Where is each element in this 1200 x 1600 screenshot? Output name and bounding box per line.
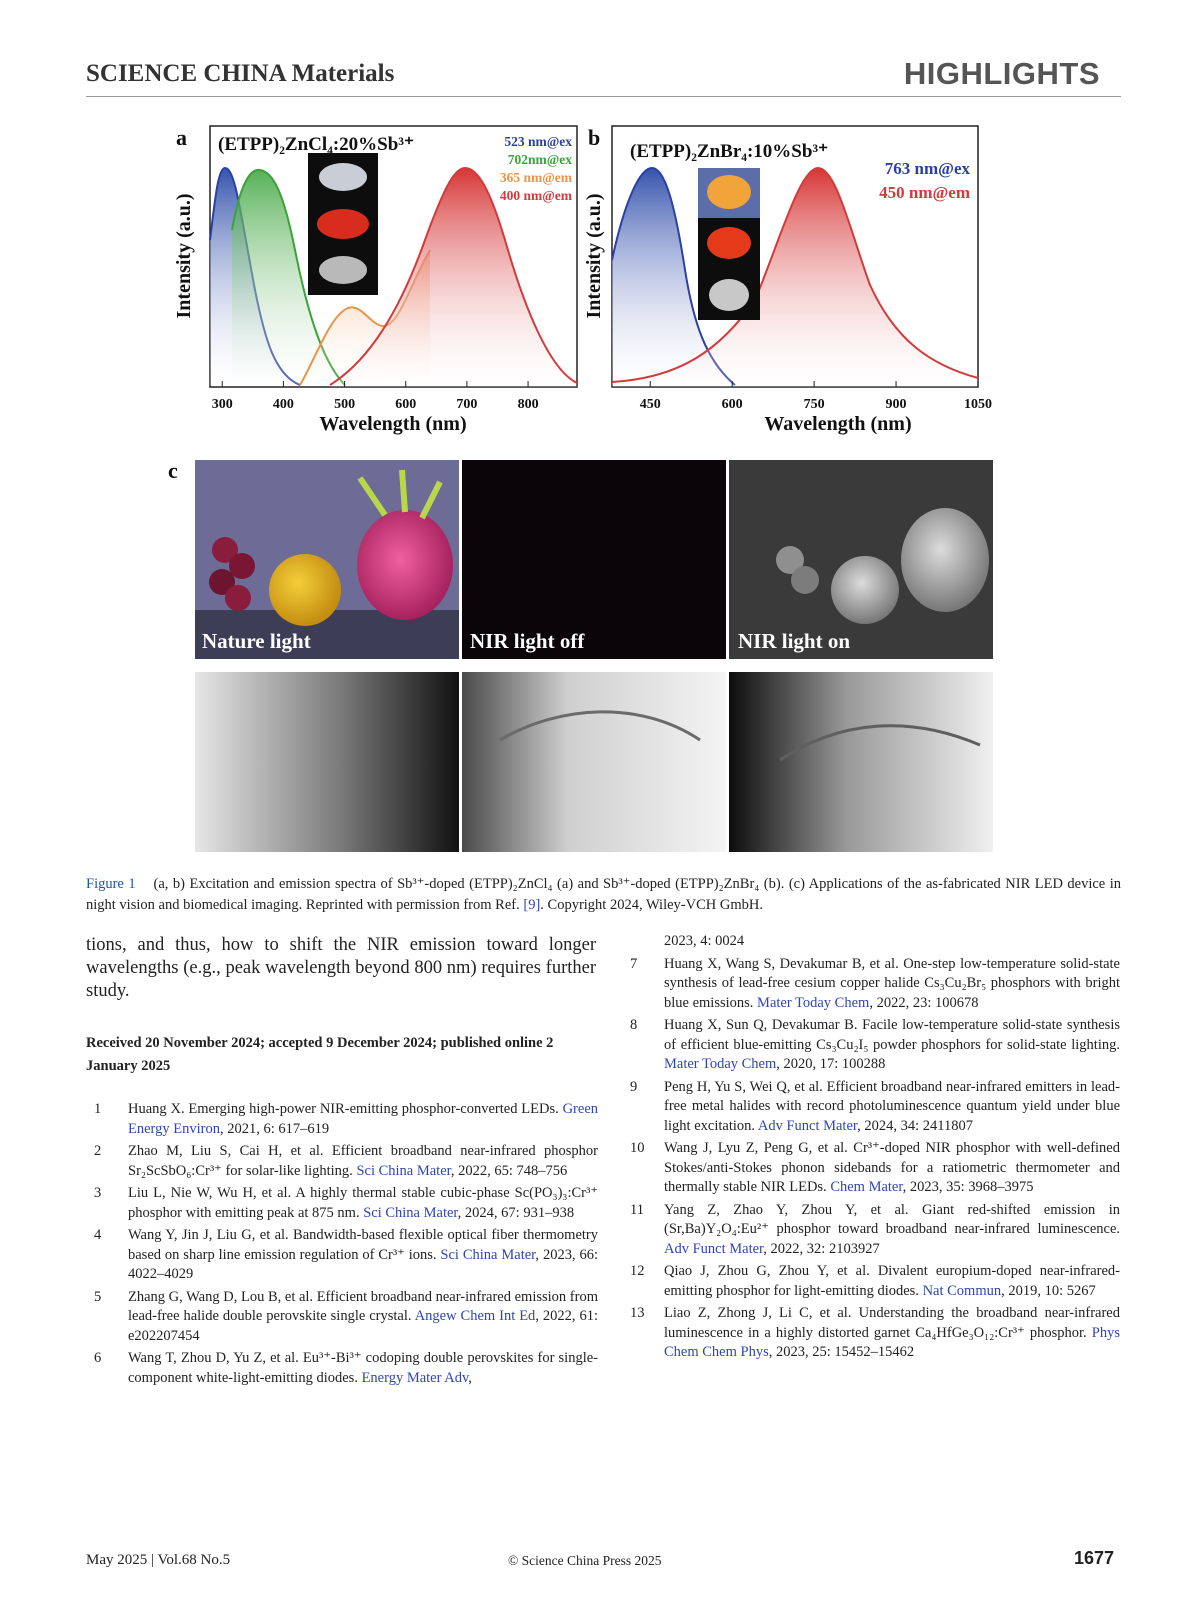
reference-journal-link[interactable]: Chem Mater bbox=[830, 1179, 903, 1195]
reference-text bbox=[128, 1226, 598, 1285]
reference-journal-link[interactable]: Adv Funct Mater bbox=[664, 1240, 764, 1257]
panel-a-xlabel: Wavelength (nm) bbox=[319, 413, 467, 435]
panel-a-legend-item: 523 nm@ex bbox=[504, 134, 572, 149]
reference-citation: Wang J, Lyu Z, Peng G, et al. Cr³⁺-doped NIR phosphor with well-defined Stokes/anti-Stokes phonon sidebands for a ratiometric thermometer and thermally stable NIR LEDs. bbox=[664, 1140, 1120, 1195]
panel-b-xlabel: Wavelength (nm) bbox=[764, 413, 912, 435]
journal-name: SCIENCE CHINA Materials bbox=[86, 60, 395, 87]
panel-b-sample-nir bbox=[709, 279, 749, 311]
section-title: HIGHLIGHTS bbox=[903, 56, 1100, 91]
x-tick-label: 750 bbox=[803, 397, 825, 412]
reference-citation: Liu L, Nie W, Wu H, et al. A highly thermal stable cubic-phase Sc(PO₃)₃:Cr³⁺ phosphor with emitting peak at 875 nm. bbox=[128, 1185, 598, 1221]
caption-nature-light: Nature light bbox=[202, 629, 311, 653]
x-tick-label: 800 bbox=[517, 397, 539, 412]
reference-number: 5 bbox=[94, 1288, 102, 1305]
caption-text: (a, b) Excitation and emission spectra of Sb³⁺-doped (ETPP)₂ZnCl₄ (a) and Sb³⁺-doped (ETPP)₂ZnBr₄ (b). (c) Applications of the as-fabricated NIR LED device in night vision and biomedical imaging. Reprinted with permission from Ref. bbox=[86, 876, 1122, 913]
orange-fruit bbox=[269, 554, 341, 626]
reference-citation: Peng H, Yu S, Wei Q, et al. Efficient broadband near-infrared emitters in lead-free metal halides with record photoluminescence quantum yield under blue light excitation. bbox=[664, 1078, 1120, 1134]
reference-number: 4 bbox=[94, 1227, 102, 1243]
panel-c-photos bbox=[195, 460, 993, 852]
reference-tail: , 2021, 6: 617–619 bbox=[219, 1120, 330, 1137]
reference-item bbox=[86, 1349, 598, 1388]
reference-citation: Liao Z, Zhong J, Li C, et al. Understanding the broadband near-infrared luminescence in a highly distorted garnet Ca₄HfGe₃O₁₂:Cr³⁺ phosphor. bbox=[664, 1305, 1120, 1341]
reference-number: 2 bbox=[94, 1143, 102, 1159]
reference-tail: , 2023, 25: 15452–15462 bbox=[768, 1344, 915, 1360]
reference-journal-link[interactable]: Adv Funct Mater bbox=[757, 1117, 858, 1134]
reference-number: 12 bbox=[630, 1263, 645, 1279]
reference-text bbox=[664, 1139, 1120, 1198]
reference-number: 7 bbox=[630, 955, 638, 972]
reference-citation: Huang X. Emerging high-power NIR-emitting phosphor-converted LEDs. bbox=[128, 1101, 563, 1117]
reference-text bbox=[664, 955, 1120, 1014]
reference-citation: Zhao M, Liu S, Cai H, et al. Efficient broadband near-infrared phosphor Sr₂ScSbO₆:Cr³⁺ for solar-like lighting. bbox=[128, 1143, 598, 1179]
panel-b-chart bbox=[583, 126, 992, 435]
caption-ref-link[interactable]: [9] bbox=[523, 897, 541, 913]
caption-label: Figure 1 bbox=[86, 876, 136, 892]
x-tick-label: 300 bbox=[211, 397, 233, 412]
reference-citation: Huang X, Sun Q, Devakumar B. Facile low-temperature solid-state synthesis of efficient blue-emitting Cs₃Cu₂I₅ powder phosphors for solid-state lighting. bbox=[664, 1017, 1120, 1053]
x-tick-label: 1050 bbox=[964, 397, 992, 412]
reference-number: 8 bbox=[630, 1017, 638, 1033]
footer-issue: May 2025 | Vol.68 No.5 bbox=[86, 1552, 231, 1568]
grey-dragon-fruit bbox=[901, 508, 989, 612]
panel-b-compound: (ETPP)₂ZnBr₄:10%Sb³⁺ bbox=[630, 141, 829, 162]
reference-tail: , 2023, 35: 3968–3975 bbox=[902, 1179, 1034, 1195]
reference-number: 3 bbox=[94, 1185, 102, 1201]
reference-text bbox=[128, 1349, 598, 1388]
reference-text bbox=[128, 1142, 598, 1181]
reference-item bbox=[622, 1139, 1120, 1198]
reference-item bbox=[622, 955, 1120, 1014]
panel-a-legend-item: 400 nm@em bbox=[499, 188, 572, 203]
panel-a-compound: (ETPP)₂ZnCl₄:20%Sb³⁺ bbox=[218, 134, 415, 155]
reference-journal-link[interactable]: Sci China Mater bbox=[363, 1204, 458, 1221]
x-tick-label: 500 bbox=[334, 397, 356, 412]
reference-tail: , 2022, 32: 2103927 bbox=[763, 1240, 880, 1257]
reference-citation: 2023, 4: 0024 bbox=[664, 933, 745, 949]
reference-tail: , 2024, 67: 931–938 bbox=[457, 1204, 575, 1221]
reference-journal-link[interactable]: Mater Today Chem bbox=[664, 1056, 777, 1072]
x-tick-label: 400 bbox=[272, 397, 294, 412]
panel-b-ylabel: Intensity (a.u.) bbox=[583, 193, 605, 319]
reference-item bbox=[86, 1142, 598, 1181]
panel-a-sample-nir bbox=[319, 256, 367, 284]
reference-item bbox=[86, 1226, 598, 1285]
reference-item bbox=[622, 1016, 1120, 1075]
reference-number: 9 bbox=[630, 1078, 638, 1095]
reference-number: 10 bbox=[630, 1140, 645, 1156]
x-tick-label: 900 bbox=[885, 397, 907, 412]
grape-4 bbox=[225, 585, 251, 611]
reference-tail: , 2022, 23: 100678 bbox=[869, 994, 979, 1011]
reference-citation: Huang X, Wang S, Devakumar B, et al. One-step low-temperature solid-state synthesis of lead-free cesium copper halide Cs₃Cu₂Br₅ phosphors with bright blue emissions. bbox=[664, 955, 1120, 1011]
reference-journal-link[interactable]: Sci China Mater bbox=[440, 1246, 536, 1263]
photo-hand-1 bbox=[195, 672, 459, 852]
photo-hand-2 bbox=[462, 672, 726, 852]
dragon-fruit bbox=[357, 510, 453, 620]
panel-a-sample-uv bbox=[317, 209, 369, 239]
reference-number: 6 bbox=[94, 1350, 102, 1366]
reference-item bbox=[86, 1184, 598, 1223]
panel-a-sample-daylight bbox=[319, 163, 367, 191]
reference-text bbox=[664, 1078, 1120, 1137]
reference-text bbox=[128, 1288, 598, 1347]
reference-journal-link[interactable]: Sci China Mater bbox=[356, 1162, 451, 1179]
reference-text bbox=[128, 1184, 598, 1223]
panel-a-label: a bbox=[176, 125, 187, 150]
caption-nir-off: NIR light off bbox=[470, 629, 585, 653]
body-paragraph: tions, and thus, how to shift the NIR emission toward longer wavelengths (e.g., peak wavelength beyond 800 nm) requires further study. bbox=[86, 935, 596, 1001]
reference-item bbox=[622, 1201, 1120, 1260]
reference-citation: Yang Z, Zhao Y, Zhou Y, et al. Giant red-shifted emission in (Sr,Ba)Y₂O₄:Eu²⁺ phosphor toward broadband near-infrared luminescence. bbox=[664, 1201, 1120, 1237]
footer-copyright: © Science China Press 2025 bbox=[508, 1553, 662, 1568]
x-tick-label: 600 bbox=[721, 397, 743, 412]
reference-tail: , 2024, 34: 2411807 bbox=[857, 1117, 974, 1134]
panel-b-legend-item: 763 nm@ex bbox=[884, 159, 970, 178]
x-tick-label: 600 bbox=[395, 397, 417, 412]
reference-journal-link[interactable]: Energy Mater Adv bbox=[361, 1369, 469, 1386]
references-left-column bbox=[86, 1100, 598, 1391]
reference-number: 11 bbox=[630, 1201, 644, 1218]
reference-citation: Wang T, Zhou D, Yu Z, et al. Eu³⁺-Bi³⁺ codoping double perovskites for single-component white-light-emitting diodes. bbox=[128, 1350, 598, 1386]
reference-journal-link[interactable]: Mater Today Chem bbox=[757, 994, 870, 1011]
x-tick-label: 450 bbox=[639, 397, 661, 412]
reference-text bbox=[664, 1201, 1120, 1260]
reference-number bbox=[622, 932, 664, 952]
reference-item bbox=[622, 1078, 1120, 1137]
reference-item bbox=[622, 1262, 1120, 1301]
grey-grape-2 bbox=[791, 566, 819, 594]
figure-caption bbox=[86, 874, 1121, 916]
panel-b-legend-item: 450 nm@em bbox=[879, 183, 970, 202]
panel-b-sample-daylight bbox=[707, 175, 751, 209]
reference-item bbox=[86, 1100, 598, 1139]
panel-a-legend-item: 702nm@ex bbox=[507, 152, 572, 167]
reference-number: 1 bbox=[94, 1101, 102, 1117]
reference-tail: , 2019, 10: 5267 bbox=[1001, 1282, 1096, 1299]
reference-journal-link[interactable]: Green Energy Environ bbox=[128, 1101, 598, 1137]
reference-citation: Zhang G, Wang D, Lou B, et al. Efficient broadband near-infrared emission from lead-free halide double perovskite single crystal. bbox=[128, 1288, 598, 1324]
reference-text bbox=[128, 1100, 598, 1139]
reference-text bbox=[664, 932, 1120, 952]
panel-a-legend-item: 365 nm@em bbox=[499, 170, 572, 185]
reference-tail: , 2023, 66: 4022–4029 bbox=[128, 1246, 598, 1282]
caption-nir-on: NIR light on bbox=[738, 629, 851, 653]
reference-tail: , 2022, 61: e202207454 bbox=[128, 1308, 599, 1344]
photo-hand-3 bbox=[729, 672, 993, 852]
panel-b-sample-uv bbox=[707, 227, 751, 259]
reference-text bbox=[664, 1016, 1120, 1075]
reference-item bbox=[622, 932, 1120, 952]
grey-orange bbox=[831, 556, 899, 624]
panel-a-ylabel: Intensity (a.u.) bbox=[173, 193, 195, 319]
reference-journal-link[interactable]: Nat Commun bbox=[922, 1282, 1002, 1299]
reference-journal-link[interactable]: Angew Chem Int Ed bbox=[414, 1308, 536, 1324]
reference-text bbox=[664, 1304, 1120, 1363]
reference-item bbox=[622, 1304, 1120, 1363]
x-tick-label: 700 bbox=[456, 397, 478, 412]
references-right-column bbox=[622, 932, 1120, 1366]
caption-tail: . Copyright 2024, Wiley-VCH GmbH. bbox=[540, 897, 763, 913]
reference-citation: Wang Y, Jin J, Liu G, et al. Bandwidth-based flexible optical fiber thermometry based on sharp line emission regulation of Cr³⁺ ions. bbox=[128, 1227, 598, 1263]
reference-text bbox=[664, 1262, 1120, 1301]
panel-c-label: c bbox=[168, 458, 178, 483]
reference-tail: , bbox=[468, 1369, 472, 1386]
received-dates: Received 20 November 2024; accepted 9 December 2024; published online 2 January 2025 bbox=[86, 1035, 554, 1074]
reference-number: 13 bbox=[630, 1305, 645, 1321]
reference-journal-link[interactable]: Phys Chem Chem Phys bbox=[664, 1324, 1120, 1360]
reference-item bbox=[86, 1288, 598, 1347]
reference-tail: , 2020, 17: 100288 bbox=[776, 1056, 886, 1072]
reference-citation: Qiao J, Zhou G, Zhou Y, et al. Divalent europium-doped near-infrared-emitting phosphor for light-emitting diodes. bbox=[664, 1263, 1120, 1299]
panel-b-label: b bbox=[588, 125, 601, 150]
panel-a-chart bbox=[173, 126, 577, 435]
reference-tail: , 2022, 65: 748–756 bbox=[450, 1162, 568, 1179]
page-number: 1677 bbox=[1073, 1548, 1114, 1568]
